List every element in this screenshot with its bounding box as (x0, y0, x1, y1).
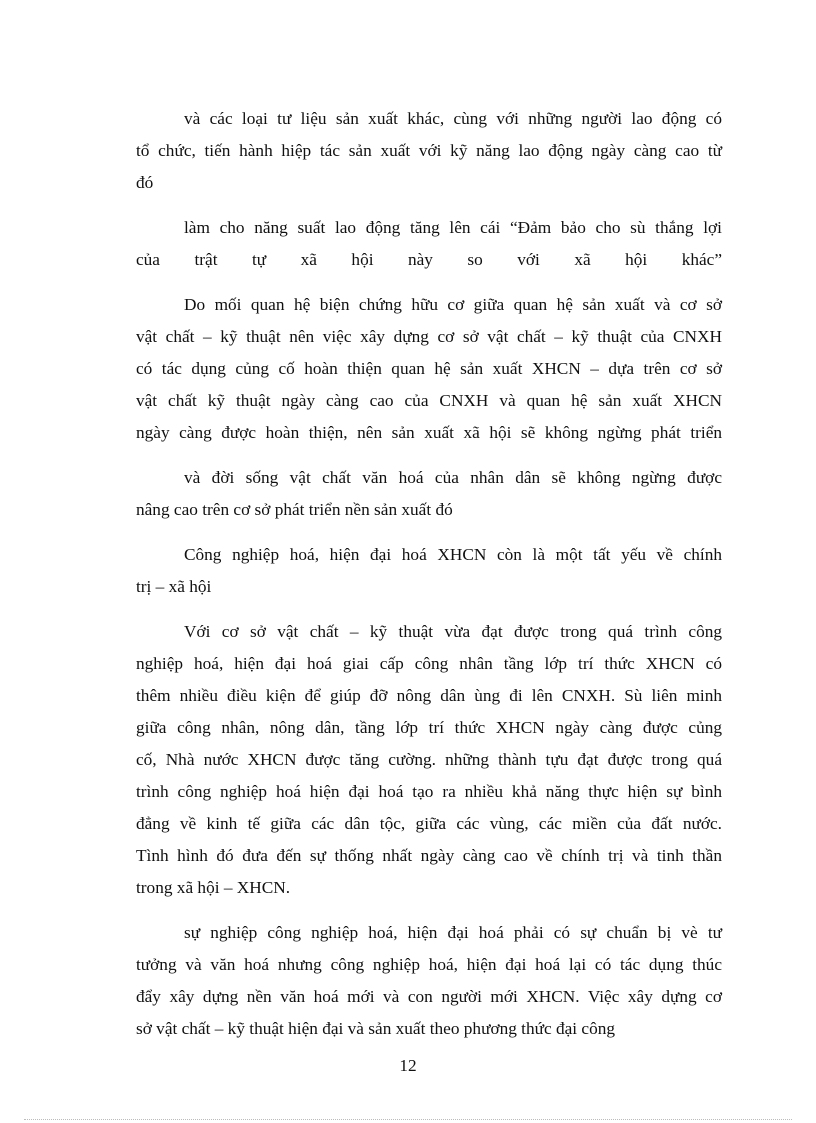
paragraph-1 (136, 103, 722, 199)
paragraph-line: vật chất – kỹ thuật nên việc xây dựng cơ sở vật chất – kỹ thuật của CNXH (136, 327, 722, 346)
page-number: 12 (399, 1056, 417, 1075)
paragraph-line: ngày càng được hoàn thiện, nên sản xuất xã hội sẽ không ngừng phát triển (136, 423, 722, 442)
paragraph-6 (136, 616, 722, 904)
paragraph-4 (136, 462, 722, 526)
paragraph-line: nâng cao trên cơ sở phát triển nền sản xuất đó (136, 500, 453, 519)
paragraph-line: trong xã hội – XHCN. (136, 878, 291, 897)
paragraph-line: tưởng và văn hoá nhưng công nghiệp hoá, hiện đại hoá lại có tác dụng thúc (136, 955, 722, 974)
paragraph-line: Do mối quan hệ biện chứng hữu cơ giữa quan hệ sản xuất và cơ sở (184, 295, 722, 314)
paragraph-7 (136, 917, 722, 1045)
page-bottom-divider (24, 1119, 792, 1120)
paragraph-line: có tác dụng củng cố hoàn thiện quan hệ sản xuất XHCN – dựa trên cơ sở (136, 359, 722, 378)
paragraph-line: và các loại tư liệu sản xuất khác, cùng với những người lao động có (184, 109, 722, 128)
paragraph-line: tổ chức, tiến hành hiệp tác sản xuất với kỹ năng lao động ngày càng cao từ (136, 141, 722, 160)
paragraph-line: đẳng về kinh tế giữa các dân tộc, giữa các vùng, các miền của đất nước. (136, 814, 722, 833)
paragraph-line: vật chất kỹ thuật ngày càng cao của CNXH và quan hệ sản xuất XHCN (136, 391, 722, 410)
paragraph-line: cố, Nhà nước XHCN được tăng cường. những thành tựu đạt được trong quá (136, 750, 722, 769)
paragraph-line: của trật tự xã hội này so với xã hội khác” (136, 250, 722, 269)
paragraph-line: đẩy xây dựng nền văn hoá mới và con người mới XHCN. Việc xây dựng cơ (136, 987, 722, 1006)
paragraph-line: trị – xã hội (136, 577, 212, 596)
paragraph-line: và đời sống vật chất văn hoá của nhân dân sẽ không ngừng được (184, 468, 722, 487)
paragraph-3 (136, 289, 722, 449)
paragraph-5 (136, 539, 722, 603)
paragraph-line: Với cơ sở vật chất – kỹ thuật vừa đạt được trong quá trình công (184, 622, 722, 641)
paragraph-line: giữa công nhân, nông dân, tầng lớp trí thức XHCN ngày càng được củng (136, 718, 722, 737)
paragraph-line: Công nghiệp hoá, hiện đại hoá XHCN còn là một tất yếu về chính (184, 545, 722, 564)
paragraph-line: làm cho năng suất lao động tăng lên cái “Đảm bảo cho sù thắng lợi (184, 218, 722, 237)
paragraph-2 (136, 212, 722, 276)
paragraph-line: nghiệp hoá, hiện đại hoá giai cấp công nhân tầng lớp trí thức XHCN có (136, 654, 722, 673)
paragraph-line: sở vật chất – kỹ thuật hiện đại và sản xuất theo phương thức đại công (136, 1019, 616, 1038)
paragraph-line: thêm nhiều điều kiện để giúp đỡ nông dân ùng đi lên CNXH. Sù liên minh (136, 686, 722, 705)
paragraph-line: đó (136, 173, 154, 192)
paragraph-line: Tình hình đó đưa đến sự thống nhất ngày càng cao về chính trị và tinh thần (136, 846, 722, 865)
paragraph-line: trình công nghiệp hoá hiện đại hoá tạo ra nhiều khả năng thực hiện sự bình (136, 782, 722, 801)
document-body (136, 103, 722, 1058)
paragraph-line: sự nghiệp công nghiệp hoá, hiện đại hoá phải có sự chuẩn bị vè tư (184, 923, 722, 942)
